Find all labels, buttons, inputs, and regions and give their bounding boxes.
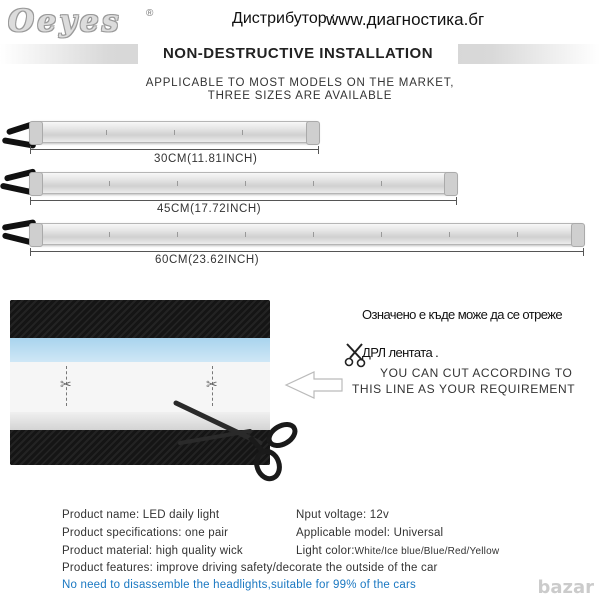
cut-tick [177, 181, 178, 186]
distributor-label: Дистрибутор : [232, 10, 336, 27]
strip-end-cap [444, 172, 458, 196]
registered-mark: ® [146, 8, 154, 19]
cut-note-bg-line-2: ДРЛ лентата . [362, 345, 439, 360]
cut-tick [242, 130, 243, 135]
led-strip-45cm [30, 172, 457, 194]
cut-tick [177, 232, 178, 237]
spec-input-voltage: Nput voltage: 12v [296, 509, 389, 521]
cut-note-bg-line-1: Означено е къде може да се отреже [362, 307, 562, 322]
spec-applicable-model: Applicable model: Universal [296, 527, 444, 539]
strip-end-cap [571, 223, 585, 247]
spec-product-name: Product name: LED daily light [62, 509, 220, 521]
spec-product-material: Product material: high quality wick [62, 545, 243, 557]
cut-line-marker [60, 366, 74, 406]
cut-tick [313, 232, 314, 237]
spec-product-specifications: Product specifications: one pair [62, 527, 229, 539]
led-glow [10, 338, 270, 362]
size-label-45cm: 45CM(17.72INCH) [157, 203, 262, 215]
cut-tick [109, 232, 110, 237]
spec-product-features: Product features: improve driving safety/decorate the outside of the car [62, 562, 438, 574]
cut-tick [517, 232, 518, 237]
intro-line-1: APPLICABLE TO MOST MODELS ON THE MARKET, [145, 77, 455, 89]
scissor-mark-icon: ✂ [60, 376, 72, 392]
strip-end-cap [29, 172, 43, 196]
watermark: bazar [537, 577, 594, 598]
size-label-30cm: 30CM(11.81INCH) [154, 153, 258, 165]
section-banner [0, 40, 600, 68]
size-label-60cm: 60CM(23.62INCH) [155, 254, 260, 266]
spec-no-disassembly-note: No need to disassemble the headlights,suitable for 99% of the cars [62, 579, 416, 591]
light-color-label: Light color: [296, 545, 355, 557]
cut-tick [245, 232, 246, 237]
strip-end-cap [29, 121, 43, 145]
cut-tick [381, 232, 382, 237]
cut-note-en-line-2: THIS LINE AS YOUR REQUIREMENT [352, 382, 576, 396]
scissors-icon [172, 395, 302, 485]
cut-tick [109, 181, 110, 186]
cut-tick [106, 130, 107, 135]
led-strip-60cm [30, 223, 584, 245]
dimension-line-60cm [30, 248, 584, 256]
cut-tick [245, 181, 246, 186]
strip-end-cap [306, 121, 320, 145]
cut-tick [449, 232, 450, 237]
intro-line-2: THREE SIZES ARE AVAILABLE [207, 90, 393, 102]
led-strip-30cm [30, 121, 319, 143]
cut-tick [313, 181, 314, 186]
strip-end-cap [29, 223, 43, 247]
brand-logo: Oeyes [8, 4, 122, 39]
scissor-mark-icon: ✂ [206, 376, 218, 392]
cut-tick [174, 130, 175, 135]
pointer-arrow-icon [284, 370, 344, 400]
distributor-website: www.диагностика.бг [326, 10, 485, 29]
light-color-value: White/Ice blue/Blue/Red/Yellow [354, 546, 500, 557]
banner-title: NON-DESTRUCTIVE INSTALLATION [138, 40, 458, 68]
spec-light-color [296, 545, 499, 557]
cut-note-en-line-1: YOU CAN CUT ACCORDING TO [380, 366, 573, 380]
cut-tick [381, 181, 382, 186]
